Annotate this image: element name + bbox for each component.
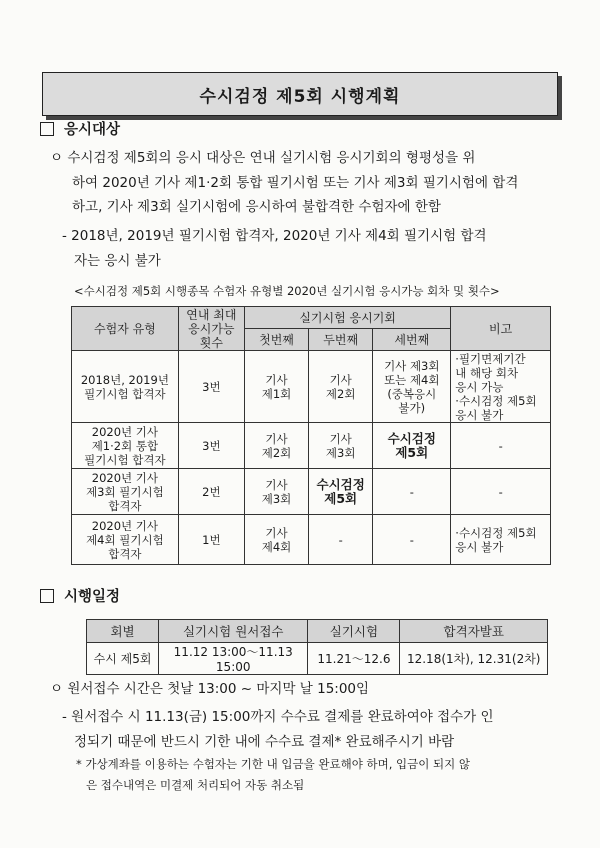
cell-max: 1번	[178, 515, 244, 565]
cell-exam: 11.21～12.6	[308, 643, 400, 675]
table-caption: <수시검정 제5회 시행종목 수험자 유형별 2020년 실기시험 응시가능 회차 및 횟수>	[74, 284, 500, 298]
schedule-bullet: ㅇ 원서접수 시간은 첫날 13:00 ~ 마지막 날 15:00임	[50, 681, 370, 697]
cell-application: 11.12 13:00～11.13 15:00	[159, 643, 308, 675]
eligibility-bullet	[50, 146, 518, 220]
header-second: 두번째	[309, 329, 373, 351]
square-bullet-icon	[40, 589, 54, 603]
table-header-row	[87, 620, 548, 643]
cell-third: -	[373, 469, 451, 515]
square-bullet-icon	[40, 122, 54, 136]
schedule-table	[86, 619, 548, 675]
page-title: 수시검정 제5회 시행계획	[199, 86, 401, 107]
text-line: - 2018년, 2019년 필기시험 합격자, 2020년 기사 제4회 필기시험 합격	[62, 228, 487, 244]
text-line: 자는 응시 불가	[74, 252, 161, 269]
table-row	[87, 643, 548, 675]
header-max: 연내 최대 응시가능 횟수	[178, 307, 244, 351]
table-row	[72, 469, 551, 515]
header-type: 수험자 유형	[72, 307, 179, 351]
text-line: 정되기 때문에 반드시 기한 내에 수수료 결제* 완료해주시기 바람	[74, 733, 455, 750]
cell-round: 수시 제5회	[87, 643, 159, 675]
cell-remarks: ·수시검정 제5회 응시 불가	[451, 515, 551, 565]
cell-second: 수시검정 제5회	[309, 469, 373, 515]
cell-remarks: ·필기면제기간 내 해당 회차 응시 가능 ·수시검정 제5회 응시 불가	[451, 351, 551, 423]
header-group: 실기시험 응시기회	[244, 307, 450, 329]
cell-third: -	[373, 515, 451, 565]
cell-first: 기사 제4회	[244, 515, 308, 565]
header-first: 첫번째	[244, 329, 308, 351]
table-row	[72, 351, 551, 423]
eligibility-table	[71, 306, 551, 565]
cell-third: 기사 제3회 또는 제4회 (중복응시 불가)	[373, 351, 451, 423]
cell-first: 기사 제2회	[244, 423, 308, 469]
cell-max: 2번	[178, 469, 244, 515]
cell-type: 2020년 기사 제3회 필기시험 합격자	[72, 469, 179, 515]
schedule-note	[76, 754, 470, 796]
cell-second: 기사 제3회	[309, 423, 373, 469]
cell-remarks: -	[451, 469, 551, 515]
schedule-dash	[62, 705, 494, 754]
header-remarks: 비고	[451, 307, 551, 351]
section-heading-eligibility	[40, 118, 120, 139]
cell-second: 기사 제2회	[309, 351, 373, 423]
cell-first: 기사 제1회	[244, 351, 308, 423]
cell-results: 12.18(1차), 12.31(2차)	[400, 643, 548, 675]
eligibility-dash	[62, 224, 487, 273]
cell-max: 3번	[178, 423, 244, 469]
header-third: 세번째	[373, 329, 451, 351]
text-line: * 가상계좌를 이용하는 수험자는 기한 내 입금을 완료해야 하며, 입금이 되지 않	[76, 757, 470, 771]
text-line: 하고, 기사 제3회 실기시험에 응시하여 불합격한 수험자에 한함	[72, 199, 441, 215]
table-row	[72, 423, 551, 469]
header-results: 합격자발표	[400, 620, 548, 643]
text-line: 하여 2020년 기사 제1·2회 통합 필기시험 또는 기사 제3회 필기시험에 합격	[72, 174, 519, 191]
section-heading-text: 응시대상	[64, 122, 121, 138]
section-heading-text: 시행일정	[64, 589, 121, 605]
cell-third: 수시검정 제5회	[373, 423, 451, 469]
table-row	[72, 515, 551, 565]
cell-type: 2020년 기사 제1·2회 통합 필기시험 합격자	[72, 423, 179, 469]
header-exam: 실기시험	[308, 620, 400, 643]
cell-remarks: -	[451, 423, 551, 469]
cell-type: 2020년 기사 제4회 필기시험 합격자	[72, 515, 179, 565]
header-round: 회별	[87, 620, 159, 643]
cell-type: 2018년, 2019년 필기시험 합격자	[72, 351, 179, 423]
text-line: ㅇ 수시검정 제5회의 응시 대상은 연내 실기시험 응시기회의 형평성을 위	[50, 150, 476, 166]
section-heading-schedule	[40, 585, 120, 606]
cell-max: 3번	[178, 351, 244, 423]
title-box	[42, 72, 558, 116]
header-application: 실기시험 원서접수	[159, 620, 308, 643]
text-line: - 원서접수 시 11.13(금) 15:00까지 수수료 결제를 완료하여야 접수가 인	[62, 709, 494, 725]
cell-first: 기사 제3회	[244, 469, 308, 515]
cell-second: -	[309, 515, 373, 565]
text-line: 은 접수내역은 미결제 처리되어 자동 취소됨	[86, 778, 305, 792]
